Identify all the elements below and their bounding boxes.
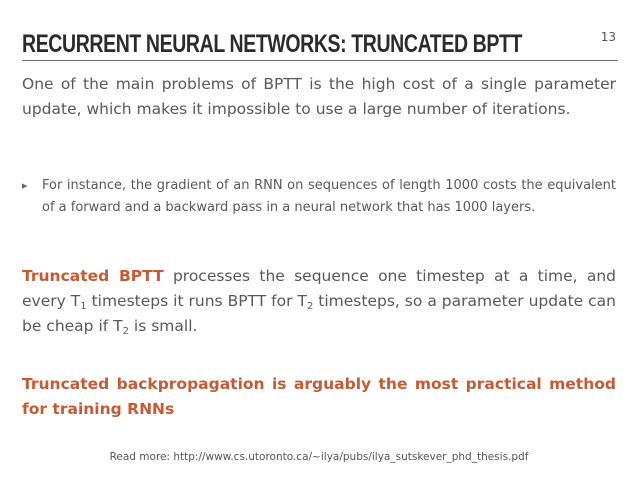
slide-title: RECURRENT NEURAL NETWORKS: TRUNCATED BPTT [22, 30, 523, 58]
paragraph-text-a: processes the sequence one timestep at a time, and every T [22, 267, 616, 310]
bullet-item [22, 175, 616, 219]
triangle-bullet-icon: ▸ [22, 179, 28, 192]
paragraph-truncated-bptt [22, 264, 616, 339]
subscript-3: 2 [122, 326, 129, 337]
highlight-term: Truncated BPTT [22, 267, 164, 285]
paragraph-text-b: timesteps it runs BPTT for T [86, 292, 307, 310]
bullet-text: For instance, the gradient of an RNN on sequences of length 1000 costs the equivalent of a forward and a backward pass in a neural network that has 1000 layers. [42, 178, 616, 215]
paragraph-text-d: is small. [128, 317, 198, 335]
conclusion-paragraph: Truncated backpropagation is arguably the most practical method for training RNNs [22, 375, 616, 418]
paragraph-bptt-cost: One of the main problems of BPTT is the high cost of a single parameter update, which makes it impossible to use a large number of iterations. [22, 75, 616, 118]
paragraph-text-c: timesteps, so a parameter update can be cheap if T [22, 292, 616, 335]
page-number: 13 [600, 30, 616, 44]
subscript-1: 1 [80, 301, 87, 312]
subscript-2: 2 [306, 301, 314, 312]
footer-read-more-link[interactable]: Read more: http://www.cs.utoronto.ca/~ilya/pubs/ilya_sutskever_phd_thesis.pdf [109, 451, 529, 463]
title-divider [22, 60, 618, 61]
